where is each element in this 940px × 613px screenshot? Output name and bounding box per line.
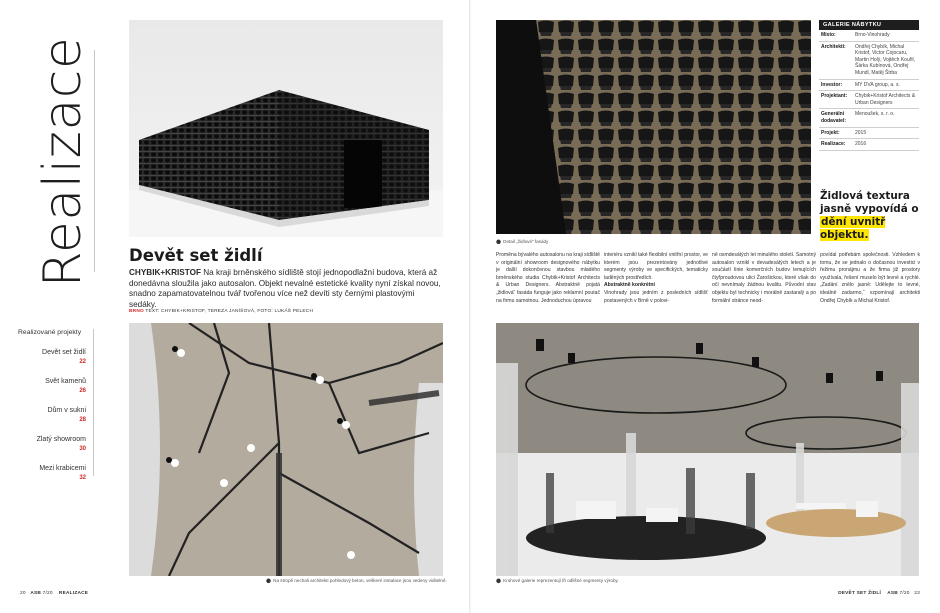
section-title [28, 36, 98, 288]
toc-item[interactable] [18, 436, 86, 452]
lead-text: Na kraji brněnského sídliště stojí jednopodlažní budova, která až donedávna sloužila jako autosalon. Objekt nevalné estetické kvality nyní získal novou, snadno zapamatovatelnou tvář tvořenou více než devíti sty černými plastovými sedáky. [129, 268, 441, 309]
pull-quote [820, 190, 920, 242]
ceiling-photo-caption [266, 578, 447, 584]
body-column-3: ně osmdesátých let minulého století. Samotný autosalon vznikl v devadesátých letech a je součástí linie komerčních budov lemujících čtyřproudovou ulici Žarošickou, které však do očí nevnímaly žádnou kvalitu. Původní stav objektu byl technicky i morálně zastaralý a po formální stránce neod- [712, 252, 816, 304]
body-column-2-text: interiéru vznikl také flexibilní vnitřní prostor, ve kterém jsou prezentovány jednotlivé segmenty výroby ve specifických, tematicky laděných prostředích. [604, 252, 708, 281]
infobox-key: Projektant: [821, 93, 848, 100]
facade-caption-text: Detail „židlové“ fasády [503, 239, 549, 244]
body-column-2 [604, 252, 708, 305]
photo-chair-facade-pavilion [129, 20, 443, 237]
toc-item-page: 30 [79, 446, 86, 452]
infobox-value: 2015 [855, 129, 867, 136]
infobox-value: MY DVA group, a. s. [855, 81, 900, 88]
pull-quote-text: Židlová textura jasně vypovídá o [820, 190, 919, 215]
body-column-1: Proměna bývalého autosalonu na kraji sídliště v originální showroom designového nábytku je další dokončenou stavbou mladého brněnského studia Chybik+Kristof Architects & Urban Designers. Abstraktně pojatá „židlová“ fasáda funguje jako reklamní poutač na firmu samotnou. Jednoduchou úpravou [496, 252, 600, 304]
toc-item-page: 22 [79, 359, 86, 365]
projects-toc [18, 329, 86, 494]
infobox-row [819, 80, 919, 92]
toc-item[interactable] [18, 349, 86, 365]
infobox-row [819, 30, 919, 42]
right-page-number: 23 [914, 591, 920, 596]
toc-item-title: Mezi krabicemi [39, 465, 86, 472]
project-infobox [819, 20, 919, 151]
infobox-heading: GALERIE NÁBYTKU [819, 20, 919, 30]
infobox-row [819, 91, 919, 109]
infobox-key: Místo: [821, 32, 836, 38]
toc-item-title: Dům v sukni [47, 407, 86, 414]
infobox-value: Ondřej Chybík, Michal Kristof, Victor Cojocaru, Martin Holý, Vojtěch Kouřil, Šárka Kubínová, Ondřej Mundl, Matěj Štrba [855, 43, 916, 76]
left-page-number: 20 [20, 591, 26, 596]
right-folio [838, 591, 920, 596]
toc-heading: Realizované projekty [18, 329, 82, 336]
infobox-row [819, 42, 919, 80]
left-folio-magazine: ASB [30, 591, 42, 596]
body-column-4: povídal potřebám společnosti. Vzhledem k tomu, že se jednalo o dočasnou investici v řežimu pronájmu a že firma již prostory využívala, řešení muselo být levné a rychlé. „Zadání znělo jasně: Udělejte to levné, ideálně zadarmo,“ vzpomínají architekti Ondřej Chybík a Michal Kristof. [820, 252, 920, 304]
toc-item-title: Zlatý showroom [36, 436, 86, 443]
title-divider [94, 50, 95, 272]
infobox-row [819, 109, 919, 127]
left-folio-issue: 7/20 [42, 591, 53, 596]
article-lead [129, 268, 443, 310]
pull-quote-highlight: dění uvnitř objektu. [820, 216, 886, 241]
right-folio-section: DEVĚT SET ŽIDLÍ [838, 591, 882, 596]
right-folio-issue: 7/20 [899, 591, 910, 596]
toc-item[interactable] [18, 465, 86, 481]
facade-photo-caption [496, 239, 548, 245]
toc-item-title: Devět set židlí [42, 349, 86, 356]
section-title-text: Realizace [33, 36, 93, 288]
spread-gutter [469, 0, 471, 613]
left-folio [20, 591, 88, 596]
infobox-key: Investor: [821, 81, 843, 88]
body-subheading: Abstraktně konkrétní [604, 282, 655, 289]
location-pin-icon: ⬤ [496, 578, 502, 583]
infobox-key: Projekt: [821, 129, 840, 136]
right-folio-magazine: ASB [887, 591, 898, 596]
infobox-value: Menoušek, s. r. o. [855, 111, 895, 118]
article-credit [129, 309, 313, 314]
photo-chair-facade-detail [496, 20, 811, 234]
infobox-row [819, 128, 919, 140]
location-pin-icon: ⬤ [266, 578, 272, 583]
infobox-key: Realizace: [821, 141, 846, 148]
interior-photo-caption [496, 578, 619, 584]
lead-author: CHYBIK+KRISTOF [129, 268, 201, 277]
toc-item-title: Svět kamenů [45, 378, 86, 385]
credit-city: BRNO [129, 309, 144, 314]
interior-caption-text: Kruhové galerie reprezentují tři odlišné segmenty výroby. [503, 578, 619, 583]
ceiling-caption-text: Na stropě nechali architekti pohledový beton, veškeré instalace jsou vedeny viditelně. [273, 578, 447, 583]
toc-item[interactable] [18, 378, 86, 394]
infobox-value: 2016 [855, 141, 867, 148]
location-pin-icon: ⬤ [496, 239, 502, 244]
infobox-value: Brno-Vinohrady [855, 32, 890, 38]
toc-item-page: 26 [79, 388, 86, 394]
photo-concrete-ceiling [129, 323, 443, 576]
photo-showroom-interior [496, 323, 919, 576]
infobox-value: Chybik+Kristof Architects & Urban Designers [855, 93, 916, 106]
toc-divider [93, 329, 94, 476]
body-column-2-text-cont: Vinohrady jsou jedním z posledních sídlišť postavených v Brně v polovi- [604, 289, 708, 304]
article-headline: Devět set židlí [129, 246, 263, 265]
toc-item-page: 32 [79, 475, 86, 481]
toc-item-page: 28 [79, 417, 86, 423]
infobox-row [819, 139, 919, 151]
infobox-key: Generální dodavatel: [821, 111, 847, 124]
toc-item[interactable] [18, 407, 86, 423]
credit-text: TEXT: CHYBIK+KRISTOF, TEREZA JANÍŠOVÁ, FOTO: LUKÁŠ PELECH [145, 309, 314, 314]
left-folio-section: REALIZACE [58, 591, 89, 596]
infobox-key: Architekti: [821, 43, 846, 50]
